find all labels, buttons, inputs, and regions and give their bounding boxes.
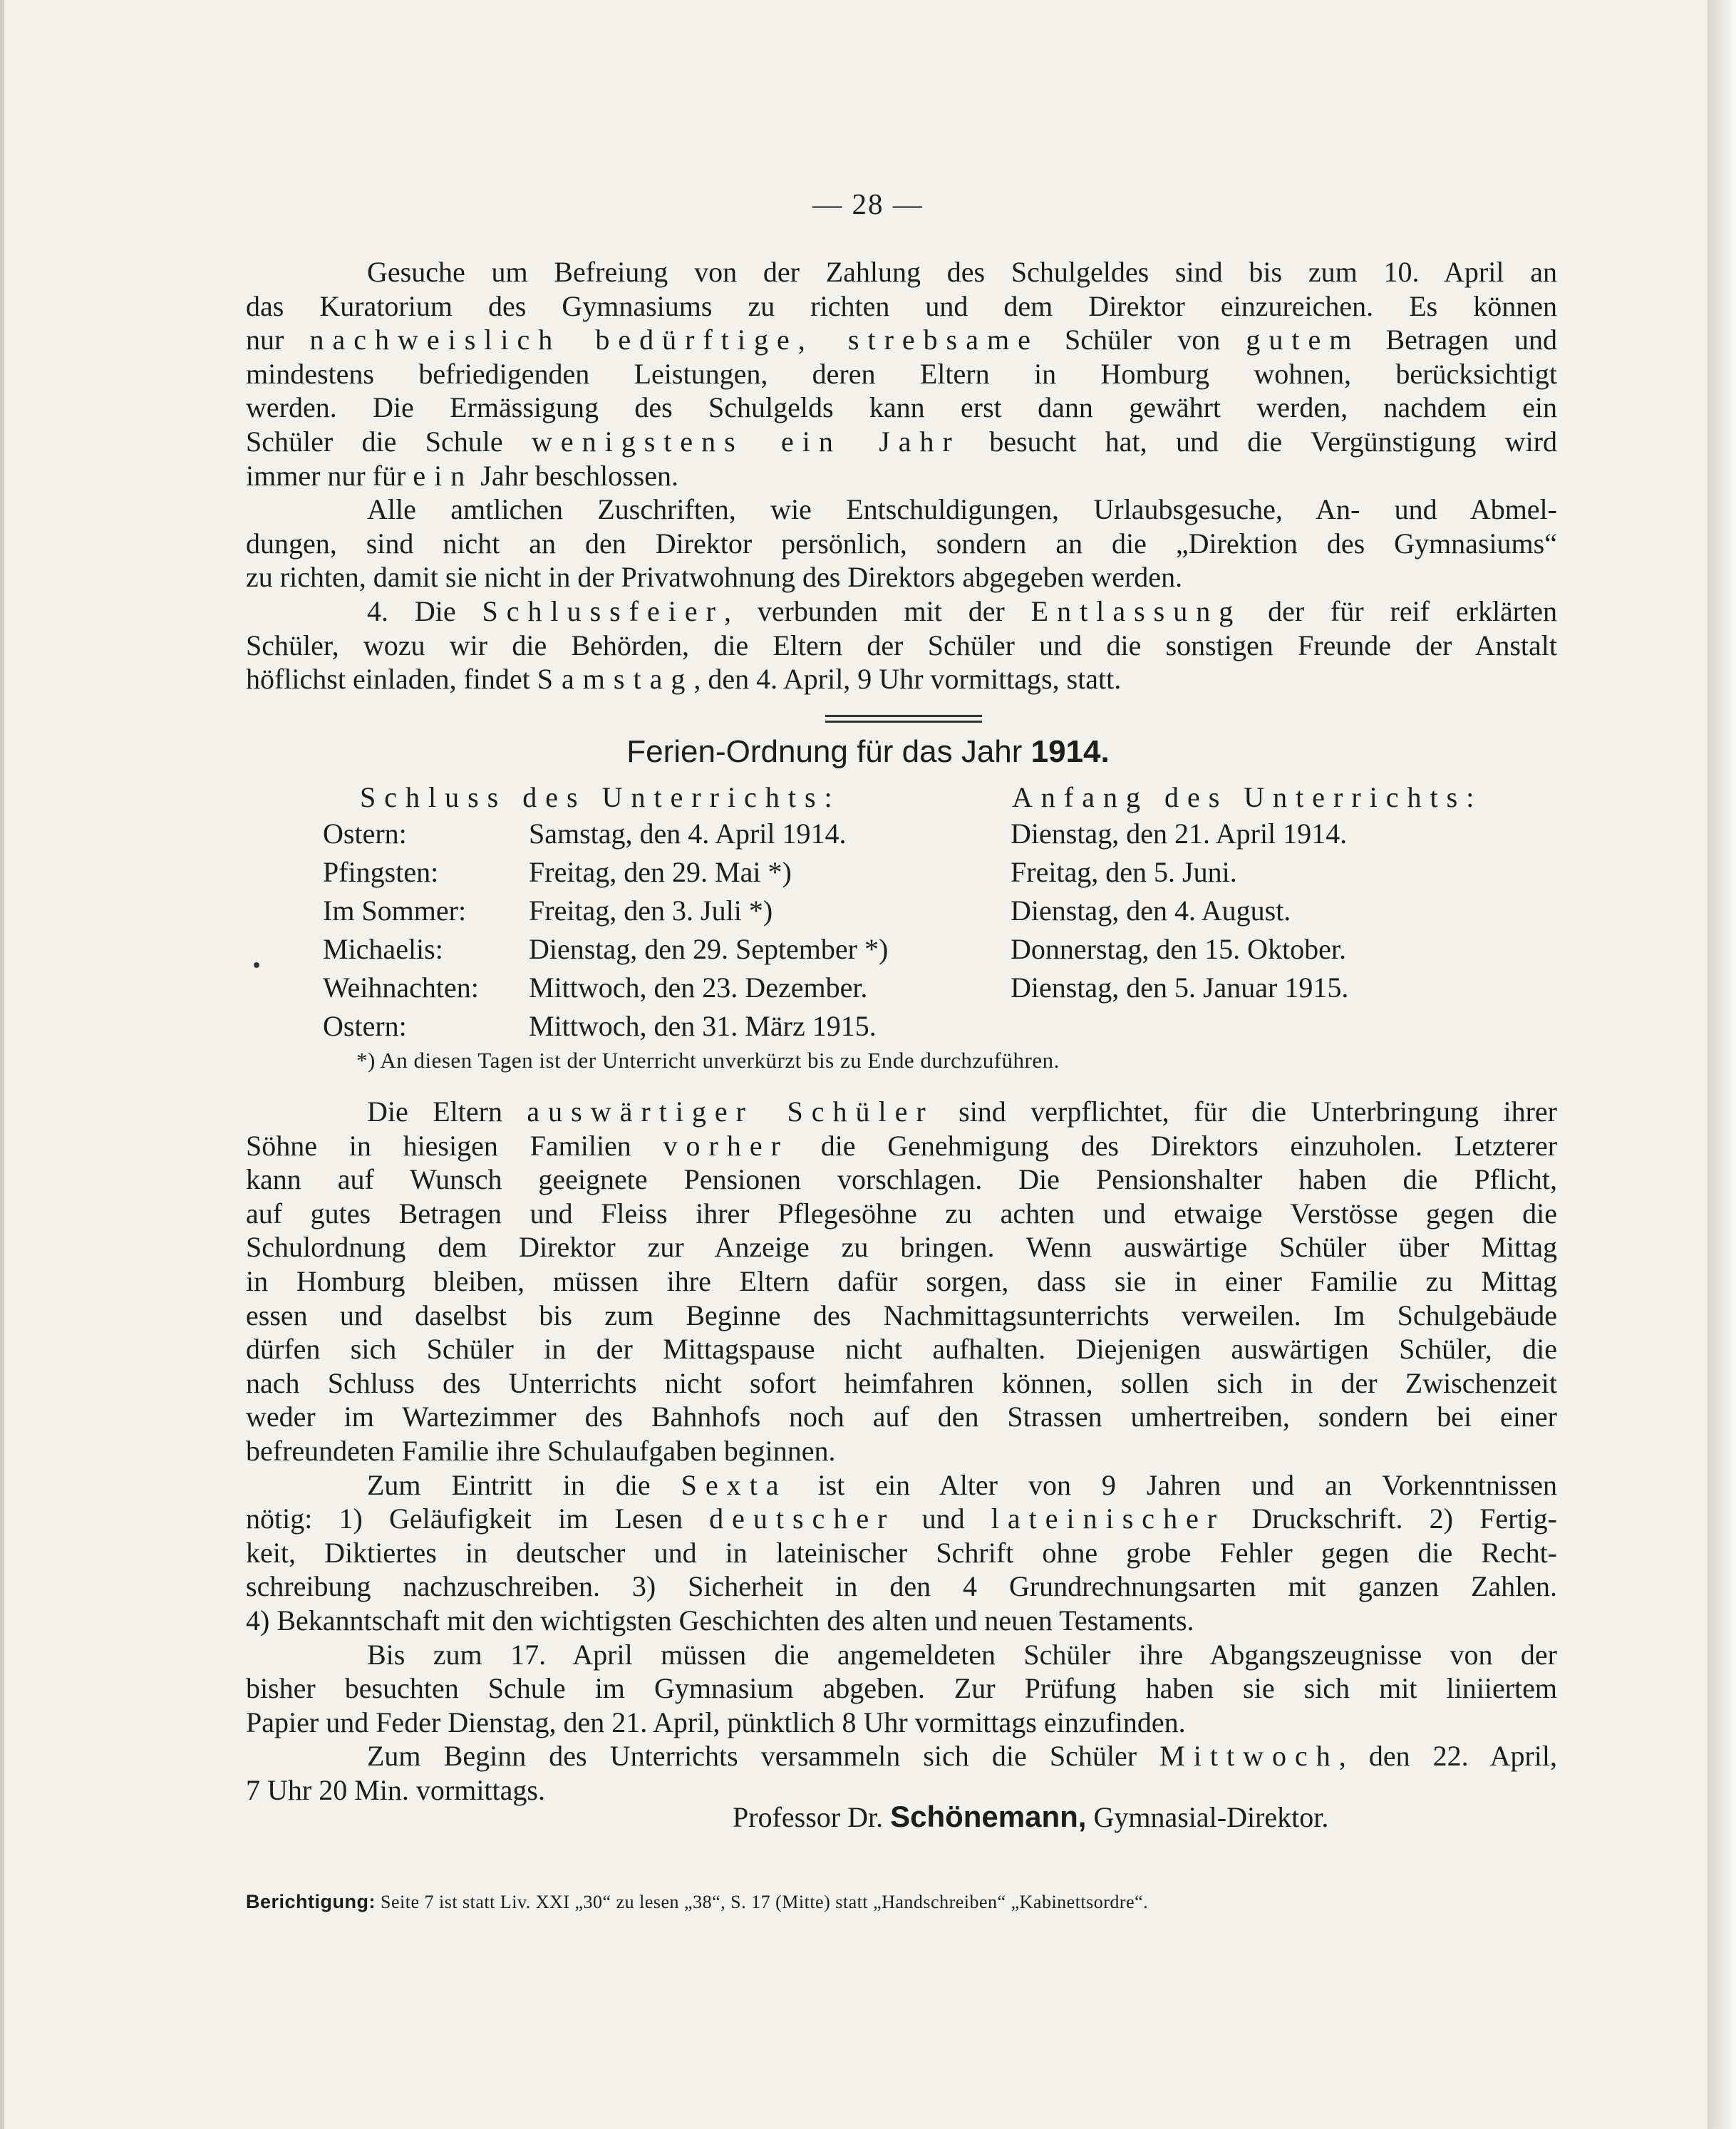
correction-note [246, 1891, 1148, 1913]
text-line: Bis zum 17. April müssen die angemeldeten Schüler ihre Abgangszeugnisse von der [367, 1638, 1557, 1671]
text-line: Gesuche um Befreiung von der Zahlung des Schulgeldes sind bis zum 10. April an [367, 256, 1557, 288]
holiday-row [0, 1009, 1736, 1045]
text-line: immer nur für ein Jahr beschlossen. [246, 459, 678, 492]
text-line: schreibung nachzuschreiben. 3) Sicherheit in den 4 Grundrechnungsarten mit ganzen Zahlen. [246, 1570, 1557, 1603]
text-line: 7 Uhr 20 Min. vormittags. [246, 1773, 545, 1806]
holiday-start: Donnerstag, den 15. Oktober. [1011, 933, 1347, 965]
holiday-start: Dienstag, den 21. April 1914. [1011, 818, 1348, 850]
text-line: auf gutes Betragen und Fleiss ihrer Pflegesöhne zu achten und etwaige Verstösse gegen die [246, 1197, 1557, 1230]
ink-speck [254, 962, 259, 968]
holiday-row [0, 932, 1736, 968]
holiday-row [0, 894, 1736, 929]
text-line: Die Eltern auswärtiger Schüler sind verpflichtet, für die Unterbringung ihrer [367, 1096, 1557, 1128]
signature [733, 1800, 1328, 1834]
signature-prefix: Professor Dr. [733, 1801, 884, 1833]
text-line: Schüler die Schule wenigstens ein Jahr besucht hat, und die Vergünstigung wird [246, 425, 1558, 458]
text-line: 4) Bekanntschaft mit den wichtigsten Geschichten des alten und neuen Testaments. [246, 1604, 1194, 1636]
holiday-end: Dienstag, den 29. September *) [529, 933, 889, 965]
divider-rule [825, 721, 982, 723]
signature-title: Gymnasial-Direktor. [1093, 1801, 1329, 1833]
holiday-start: Dienstag, den 4. August. [1011, 895, 1291, 927]
text-line: das Kuratorium des Gymnasiums zu richten und dem Direktor einzureichen. Es können [246, 289, 1557, 322]
text-line: 4. Die Schlussfeier, verbunden mit der Entlassung der für reif erklärten [367, 594, 1557, 627]
holidays-header-start: Anfang des Unterrichts: [1012, 781, 1483, 813]
text-line: Schüler, wozu wir die Behörden, die Eltern der Schüler und die sonstigen Freunde der Anstalt [246, 629, 1557, 661]
text-line: Alle amtlichen Zuschriften, wie Entschuldigungen, Urlaubsgesuche, An- und Abmel- [367, 493, 1557, 526]
holiday-label: Ostern: [323, 1010, 407, 1042]
text-line: Papier und Feder Dienstag, den 21. April, pünktlich 8 Uhr vormittags einzufinden. [246, 1706, 1186, 1738]
text-line: in Homburg bleiben, müssen ihre Eltern dafür sorgen, dass sie in einer Familie zu Mittag [246, 1264, 1557, 1297]
text-line: kann auf Wunsch geeignete Pensionen vorschlagen. Die Pensionshalter haben die Pflicht, [246, 1163, 1557, 1196]
holiday-label: Weihnachten: [323, 971, 479, 1004]
correction-text: Seite 7 ist statt Liv. XXI „30“ zu lesen „38“, S. 17 (Mitte) statt „Handschreiben“ „Kabinettsordre“. [381, 1892, 1149, 1912]
text-line: Zum Beginn des Unterrichts versammeln sich die Schüler Mittwoch, den 22. April, [367, 1740, 1558, 1773]
holiday-start: Freitag, den 5. Juni. [1011, 856, 1237, 888]
holiday-end: Samstag, den 4. April 1914. [529, 818, 847, 850]
page-number: — 28 — [812, 187, 924, 220]
holiday-row [0, 971, 1736, 1006]
text-line: essen und daselbst bis zum Beginne des Nachmittagsunterrichts verweilen. Im Schulgebäude [246, 1299, 1557, 1331]
signature-name: Schönemann, [890, 1800, 1087, 1833]
text-line: keit, Diktiertes in deutscher und in lateinischer Schrift ohne grobe Fehler gegen die Recht- [246, 1536, 1557, 1569]
divider-rule [825, 715, 982, 717]
holiday-label: Im Sommer: [323, 895, 467, 927]
text-block-bottom [246, 1095, 1557, 1807]
text-line: bisher besuchten Schule im Gymnasium abgeben. Zur Prüfung haben sie sich mit liniiertem [246, 1672, 1557, 1705]
text-line: dungen, sind nicht an den Direktor persönlich, sondern an die „Direktion des Gymnasiums“ [246, 527, 1557, 560]
holiday-label: Ostern: [323, 818, 407, 850]
holiday-end: Freitag, den 29. Mai *) [529, 856, 792, 888]
holiday-row [0, 855, 1736, 891]
text-block-top [246, 255, 1557, 696]
holiday-label: Michaelis: [323, 933, 443, 965]
text-line: dürfen sich Schüler in der Mittagspause nicht aufhalten. Diejenigen auswärtigen Schüler, die [246, 1333, 1557, 1366]
text-line: Schulordnung dem Direktor zur Anzeige zu bringen. Wenn auswärtige Schüler über Mittag [246, 1231, 1557, 1264]
holiday-end: Mittwoch, den 31. März 1915. [529, 1010, 877, 1042]
holiday-label: Pfingsten: [323, 856, 439, 888]
text-line: höflichst einladen, findet Samstag, den 4. April, 9 Uhr vormittags, statt. [246, 663, 1122, 696]
scan-right-edge [1707, 0, 1736, 2129]
text-line: Zum Eintritt in die Sexta ist ein Alter von 9 Jahren und an Vorkenntnissen [367, 1468, 1558, 1501]
holiday-start: Dienstag, den 5. Januar 1915. [1011, 971, 1349, 1004]
correction-label: Berichtigung: [246, 1891, 376, 1912]
text-line: weder im Wartezimmer des Bahnhofs noch auf den Strassen umhertreiben, sondern bei einer [246, 1401, 1557, 1433]
holidays-header-end: Schluss des Unterrichts: [360, 781, 841, 813]
scan-left-edge [0, 0, 4, 2129]
holiday-row [0, 817, 1736, 852]
text-line: nach Schluss des Unterrichts nicht sofort heimfahren können, sollen sich in der Zwischenzeit [246, 1366, 1557, 1399]
holidays-footnote: *) An diesen Tagen ist der Unterricht unverkürzt bis zu Ende durchzuführen. [356, 1048, 1060, 1073]
holiday-end: Freitag, den 3. Juli *) [529, 895, 773, 927]
holiday-end: Mittwoch, den 23. Dezember. [529, 971, 868, 1004]
text-line: zu richten, damit sie nicht in der Privatwohnung des Direktors abgegeben werden. [246, 561, 1183, 594]
text-line: nur nachweislich bedürftige, strebsame Schüler von gutem Betragen und [246, 324, 1557, 356]
text-line: befreundeten Familie ihre Schulaufgaben beginnen. [246, 1434, 836, 1467]
text-line: nötig: 1) Geläufigkeit im Lesen deutscher und lateinischer Druckschrift. 2) Fertig- [246, 1502, 1557, 1535]
text-line: Söhne in hiesigen Familien vorher die Genehmigung des Direktors einzuholen. Letzterer [246, 1129, 1558, 1162]
text-line: werden. Die Ermässigung des Schulgelds kann erst dann gewährt werden, nachdem ein [246, 391, 1557, 424]
text-line: mindestens befriedigenden Leistungen, deren Eltern in Homburg wohnen, berücksichtigt [246, 357, 1557, 390]
holidays-title: Ferien-Ordnung für das Jahr 1914. [626, 734, 1110, 769]
